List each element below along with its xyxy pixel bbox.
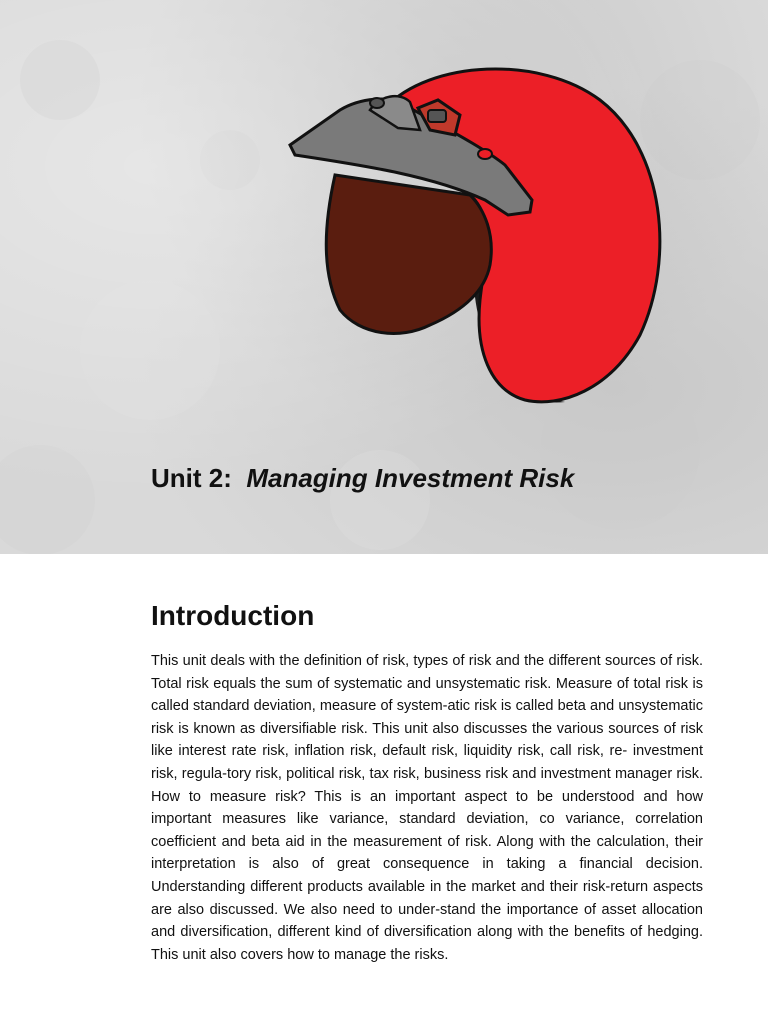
helmet-icon: [280, 50, 670, 410]
unit-title: [151, 463, 574, 494]
unit-label: Unit 2:: [151, 463, 232, 493]
intro-paragraph: This unit deals with the definition of risk, types of risk and the different sources of risk. Total risk equals the sum of systematic and unsystematic risk. Measure of total risk is called standard deviation, measure of system-atic risk is called beta and unsystematic risk is known as diversifiable risk. This unit also discusses the various sources of risk like interest rate risk, inflation risk, default risk, liquidity risk, call risk, re- investment risk, regula-tory risk, political risk, tax risk, business risk and investment manager risk. How to measure risk? This is an important aspect to be understood and how important measures like variance, standard deviation, co variance, correlation coefficient and beta aid in the measurement of risk. Along with the calculation, their interpretation is also of great consequence in taking a financial decision. Understanding different products available in the market and their risk-return aspects are also discussed. We also need to under-stand the importance of asset allocation and diversification, different kind of diversification along with the benefits of hedging. This unit also covers how to manage the risks.: [151, 653, 703, 963]
section-heading: Introduction: [151, 600, 315, 631]
unit-subject: Managing Investment Risk: [246, 463, 575, 493]
